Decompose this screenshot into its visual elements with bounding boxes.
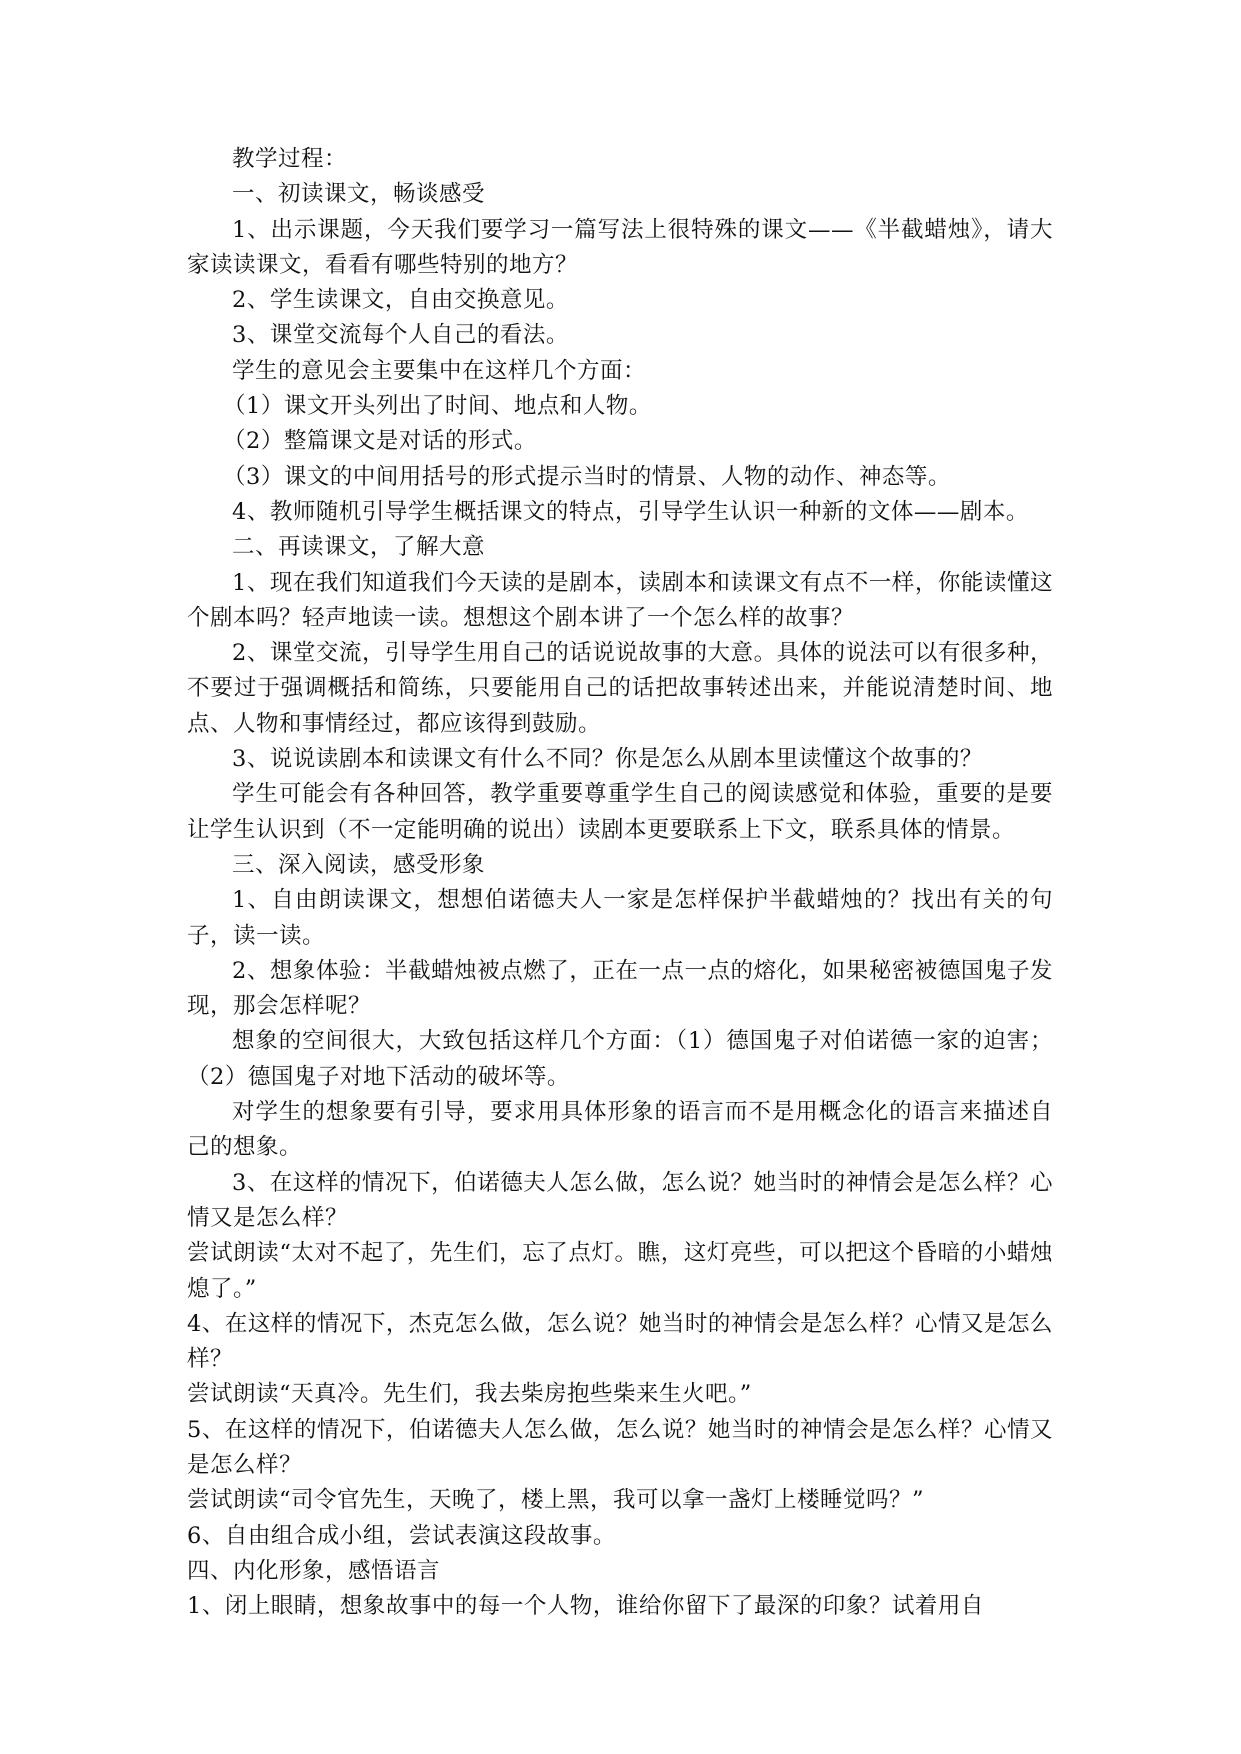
paragraph: 对学生的想象要有引导，要求用具体形象的语言而不是用概念化的语言来描述自己的想象。 bbox=[187, 1099, 1053, 1161]
paragraph: 想象的空间很大，大致包括这样几个方面：（1）德国鬼子对伯诺德一家的迫害；（2）德国鬼子对地下活动的破坏等。 bbox=[187, 1028, 1053, 1090]
paragraph: 学生的意见会主要集中在这样几个方面： bbox=[232, 357, 647, 384]
section-heading: 二、再读课文，了解大意 bbox=[232, 534, 486, 561]
paragraph: 1、自由朗读课文，想想伯诺德夫人一家是怎样保护半截蜡烛的？找出有关的句子，读一读。 bbox=[187, 887, 1053, 949]
paragraph: 5、在这样的情况下，伯诺德夫人怎么做，怎么说？她当时的神情会是怎么样？心情又是怎么样？ bbox=[187, 1416, 1053, 1478]
paragraph: 学生可能会有各种回答，教学重要尊重学生自己的阅读感觉和体验，重要的是要让学生认识到（不一定能明确的说出）读剧本更要联系上下文，联系具体的情景。 bbox=[187, 781, 1053, 843]
paragraph: 2、课堂交流，引导学生用自己的话说说故事的大意。具体的说法可以有很多种，不要过于强调概括和简练，只要能用自己的话把故事转述出来，并能说清楚时间、地点、人物和事情经过，都应该得到鼓励。 bbox=[187, 640, 1053, 737]
paragraph: 2、学生读课文，自由交换意见。 bbox=[232, 287, 569, 314]
paragraph: 4、在这样的情况下，杰克怎么做，怎么说？她当时的神情会是怎么样？心情又是怎么样？ bbox=[187, 1310, 1053, 1373]
paragraph: 尝试朗读“太对不起了，先生们，忘了点灯。瞧，这灯亮些，可以把这个昏暗的小蜡烛熄了。” bbox=[187, 1240, 1053, 1302]
section-heading: 一、初读课文，畅谈感受 bbox=[232, 181, 486, 208]
document-body bbox=[187, 142, 1053, 1624]
paragraph: 尝试朗读“司令官先生，天晚了，楼上黑，我可以拿一盏灯上楼睡觉吗？” bbox=[187, 1487, 925, 1514]
paragraph: 教学过程： bbox=[232, 146, 348, 172]
paragraph: 1、出示课题，今天我们要学习一篇写法上很特殊的课文——《半截蜡烛》，请大家读读课文，看看有哪些特别的地方？ bbox=[187, 216, 1053, 278]
paragraph: 3、说说读剧本和读课文有什么不同？你是怎么从剧本里读懂这个故事的？ bbox=[232, 746, 983, 773]
paragraph: 尝试朗读“天真冷。先生们，我去柴房抱些柴来生火吧。” bbox=[187, 1381, 752, 1408]
list-item: （2）整篇课文是对话的形式。 bbox=[223, 428, 537, 455]
list-item: （1）课文开头列出了时间、地点和人物。 bbox=[223, 393, 652, 420]
list-item: （3）课文的中间用括号的形式提示当时的情景、人物的动作、神态等。 bbox=[223, 463, 951, 490]
paragraph: 1、现在我们知道我们今天读的是剧本，读剧本和读课文有点不一样，你能读懂这个剧本吗？轻声地读一读。想想这个剧本讲了一个怎么样的故事？ bbox=[187, 569, 1053, 631]
paragraph: 3、在这样的情况下，伯诺德夫人怎么做，怎么说？她当时的神情会是怎么样？心情又是怎么样？ bbox=[187, 1169, 1053, 1231]
section-heading: 三、深入阅读，感受形象 bbox=[232, 851, 486, 878]
paragraph: 6、自由组合成小组，尝试表演这段故事。 bbox=[187, 1522, 616, 1549]
section-heading: 四、内化形象，感悟语言 bbox=[187, 1557, 441, 1584]
paragraph: 1、闭上眼睛，想象故事中的每一个人物，谁给你留下了最深的印象？试着用自 bbox=[187, 1593, 984, 1620]
paragraph: 4、教师随机引导学生概括课文的特点，引导学生认识一种新的文体——剧本。 bbox=[232, 498, 1029, 525]
paragraph: 3、课堂交流每个人自己的看法。 bbox=[232, 322, 569, 349]
paragraph: 2、想象体验：半截蜡烛被点燃了，正在一点一点的熔化，如果秘密被德国鬼子发现，那会怎样呢？ bbox=[187, 957, 1053, 1020]
